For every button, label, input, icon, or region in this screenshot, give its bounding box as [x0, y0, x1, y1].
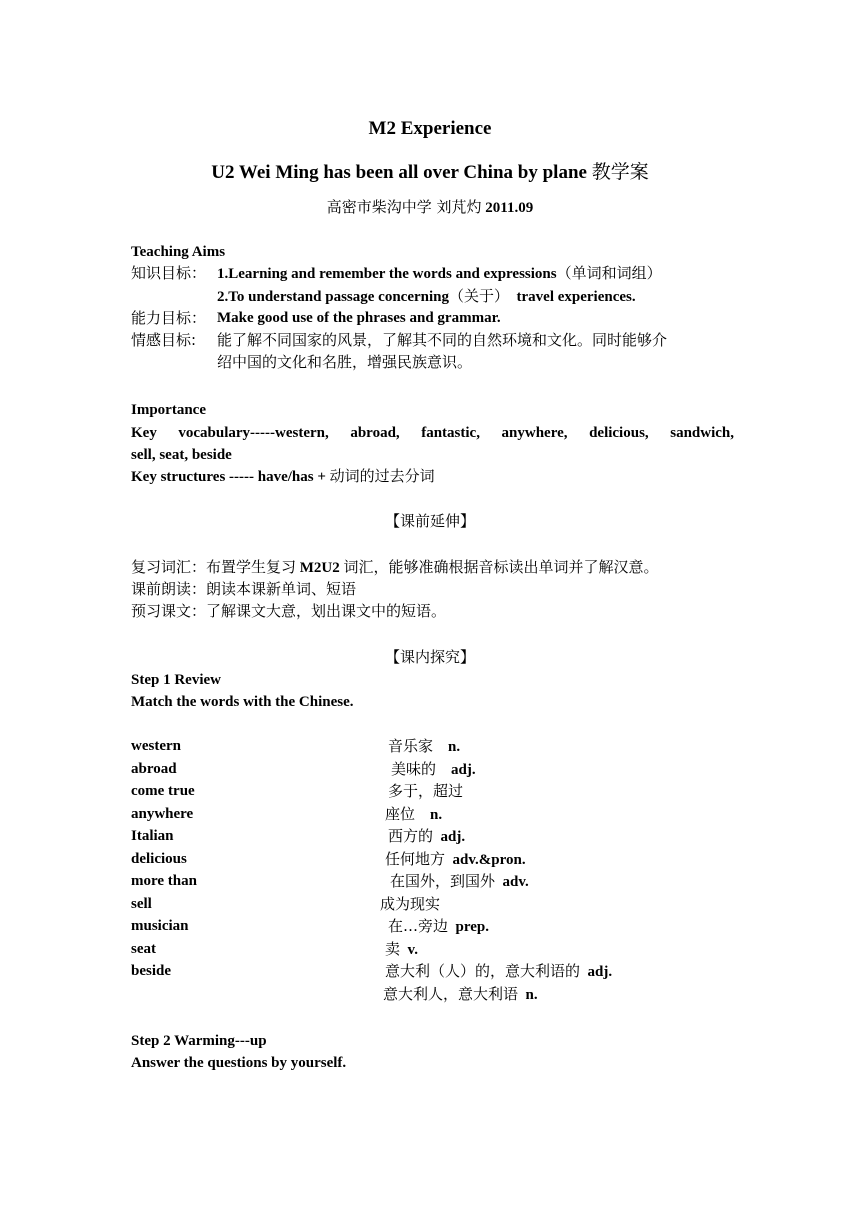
word-item: more than — [131, 873, 197, 889]
emotion-aim-line-2: 绍中国的文化和名胜，增强民族意识。 — [217, 353, 473, 371]
read-task: 课前朗读：朗读本课新单词、短语 — [131, 580, 357, 598]
unit-title — [0, 163, 860, 182]
review-task-label: 复习词汇：布置学生复习 — [131, 558, 297, 576]
step-1-instruction: Match the words with the Chinese. — [131, 694, 354, 710]
knowledge-aim-1-en: 1.Learning and remember the words and expressions — [217, 266, 557, 282]
knowledge-aim-2 — [217, 289, 636, 305]
meaning-item: 任何地方 adv.&pron. — [385, 850, 526, 868]
step-1-title: Step 1 Review — [131, 672, 221, 688]
meaning-item: 成为现实 — [380, 895, 441, 913]
word-item: come true — [131, 783, 195, 799]
emotion-label: 情感目标: — [131, 331, 197, 349]
meaning-item: 意大利人，意大利语 n. — [383, 985, 538, 1003]
author-date: 2011.09 — [485, 200, 534, 216]
key-vocabulary-line-1: Key vocabulary-----western, abroad, fantastic, anywhere, delicious, sandwich, — [131, 425, 734, 441]
word-item: abroad — [131, 761, 177, 777]
meaning-item: 在国外，到国外 adv. — [390, 872, 529, 890]
review-task — [131, 560, 659, 576]
word-item: seat — [131, 941, 156, 957]
meaning-item: 音乐家 n. — [388, 737, 461, 755]
knowledge-aim-1 — [217, 266, 662, 282]
review-task-code: M2U2 — [299, 560, 340, 576]
word-item: delicious — [131, 851, 187, 867]
author-name: 高密市柴沟中学 刘芃灼 — [326, 198, 482, 216]
meaning-item: 美味的 adj. — [391, 760, 476, 778]
meaning-item: 西方的 adj. — [388, 827, 466, 845]
unit-title-en: U2 Wei Ming has been all over China by plane — [211, 162, 587, 183]
step-2-instruction: Answer the questions by yourself. — [131, 1055, 347, 1071]
word-item: western — [131, 738, 181, 754]
step-2-title: Step 2 Warming---up — [131, 1033, 267, 1049]
importance-heading: Importance — [131, 402, 206, 418]
meaning-item: 意大利（人）的，意大利语的 adj. — [385, 962, 613, 980]
key-structures — [131, 469, 435, 485]
meaning-item: 卖 v. — [385, 940, 418, 958]
meaning-item: 座位 n. — [385, 805, 443, 823]
module-title: M2 Experience — [368, 118, 492, 139]
meaning-item: 在…旁边 prep. — [388, 917, 489, 935]
pre-class-heading: 【课前延伸】 — [384, 512, 475, 530]
word-item: Italian — [131, 828, 174, 844]
word-item: beside — [131, 963, 172, 979]
knowledge-aim-1-cn: （单词和词组） — [556, 264, 662, 282]
preview-task: 预习课文：了解课文大意，划出课文中的短语。 — [131, 602, 447, 620]
knowledge-label: 知识目标： — [131, 264, 207, 282]
unit-title-cn: 教学案 — [591, 161, 649, 183]
knowledge-aim-2-en-a: 2.To understand passage concerning — [217, 289, 449, 305]
author-line — [0, 200, 860, 216]
word-item: sell — [131, 896, 152, 912]
emotion-aim-line-1: 能了解不同国家的风景，了解其不同的自然环境和文化。同时能够介 — [217, 331, 668, 349]
ability-aim: Make good use of the phrases and grammar. — [217, 310, 501, 326]
key-vocabulary-line-2: sell, seat, beside — [131, 447, 232, 463]
word-item: musician — [131, 918, 189, 934]
knowledge-aim-2-cn: （关于） — [449, 287, 510, 305]
in-class-heading: 【课内探究】 — [384, 648, 475, 666]
teaching-aims-heading: Teaching Aims — [131, 244, 226, 260]
meaning-item: 多于，超过 — [388, 782, 464, 800]
ability-label: 能力目标： — [131, 309, 207, 327]
key-structures-cn: 动词的过去分词 — [329, 467, 435, 485]
word-item: anywhere — [131, 806, 194, 822]
knowledge-aim-2-en-b: travel experiences. — [516, 289, 636, 305]
key-structures-en: Key structures ----- have/has + — [131, 469, 326, 485]
review-task-rest: 词汇，能够准确根据音标读出单词并了解汉意。 — [343, 558, 659, 576]
